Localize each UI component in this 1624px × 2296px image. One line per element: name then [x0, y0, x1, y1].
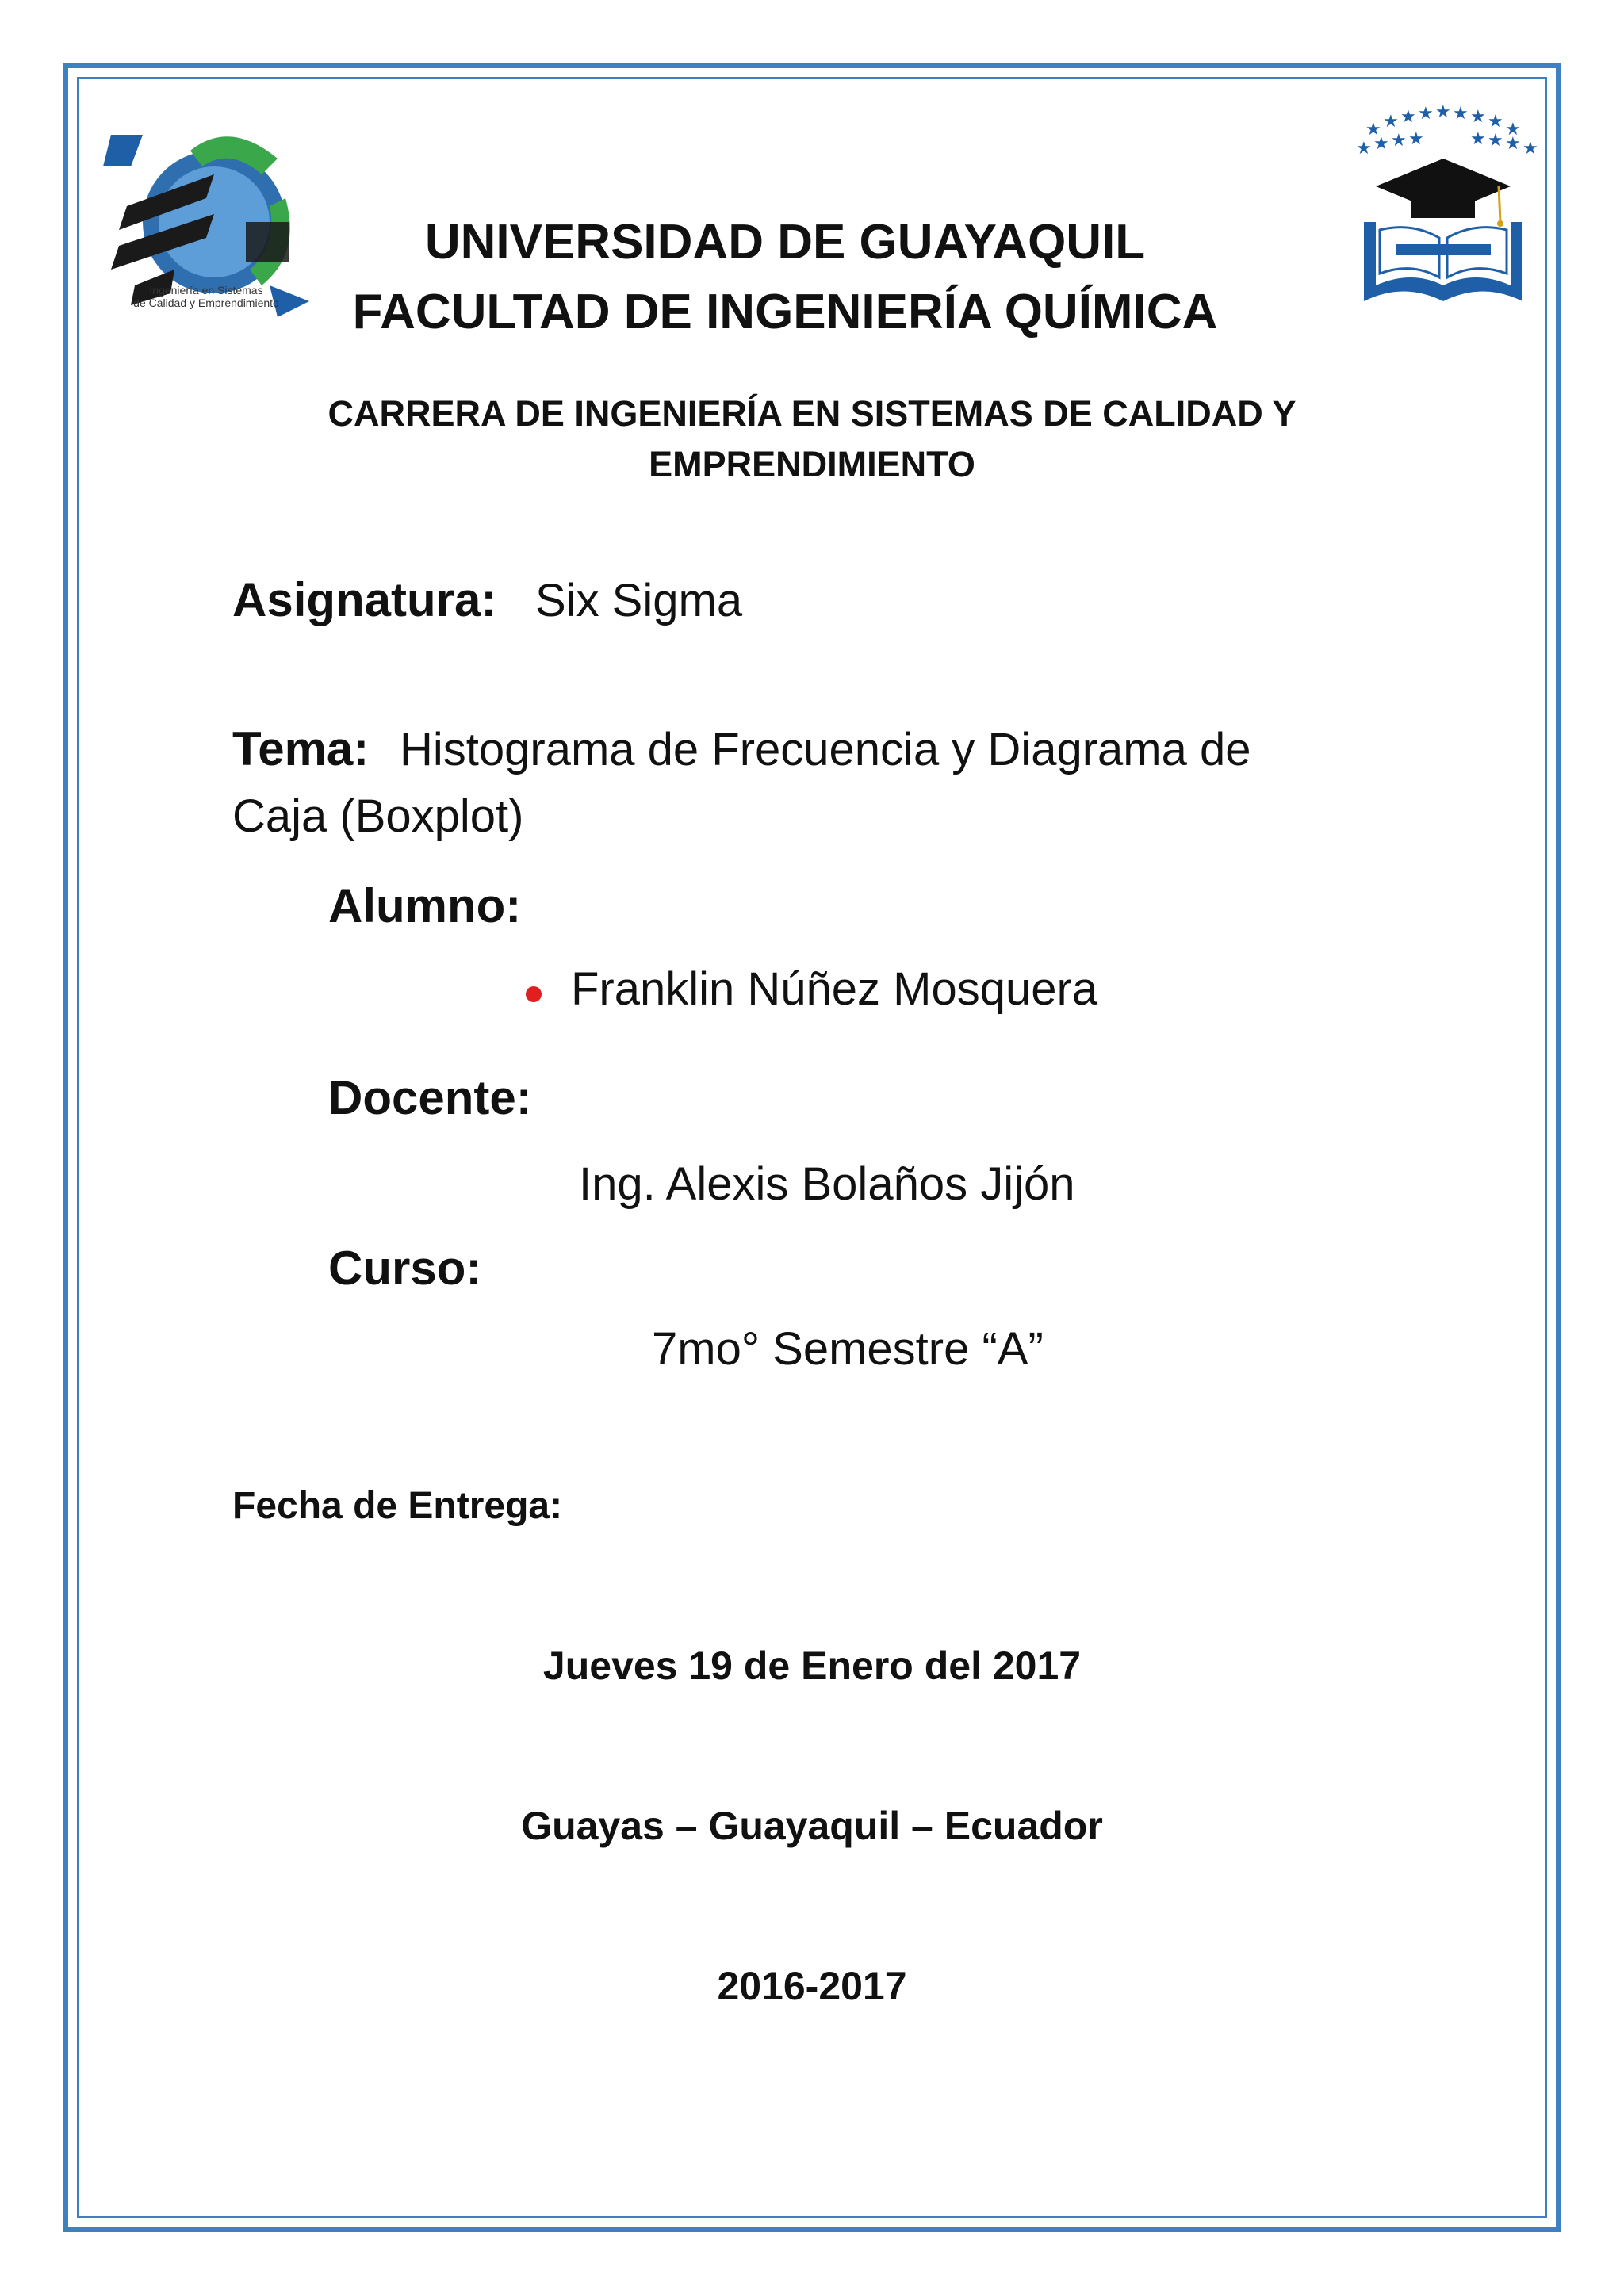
svg-text:★: ★: [1488, 131, 1503, 151]
svg-text:★: ★: [1383, 112, 1399, 132]
svg-text:★: ★: [1391, 131, 1407, 151]
teacher-name: Ing. Alexis Bolaños Jijón: [579, 1158, 1075, 1210]
teacher-label: Docente:: [328, 1071, 532, 1124]
faculty-logo-icon: [1348, 103, 1538, 333]
course-value: 7mo° Semestre “A”: [652, 1323, 1044, 1375]
svg-text:★: ★: [1408, 129, 1424, 149]
svg-text:★: ★: [1470, 107, 1486, 127]
svg-text:★: ★: [1453, 104, 1469, 124]
svg-text:★: ★: [1488, 112, 1503, 132]
topic-value-line1: Histograma de Frecuencia y Diagrama de: [400, 724, 1251, 775]
svg-text:★: ★: [1373, 134, 1389, 154]
delivery-date-label: Fecha de Entrega:: [232, 1485, 563, 1527]
subject-label: Asignatura:: [232, 573, 497, 626]
academic-period: 2016-2017: [717, 1964, 907, 2008]
bullet-icon: [526, 986, 542, 1002]
subject-value: Six Sigma: [535, 575, 743, 626]
career-logo-caption: Ingeniería en Sistemas de Calidad y Emprendimiento: [133, 284, 279, 309]
student-label: Alumno:: [328, 879, 522, 932]
faculty-title: FACULTAD DE INGENIERÍA QUÍMICA: [352, 285, 1218, 339]
svg-text:★: ★: [1522, 139, 1538, 159]
svg-text:★: ★: [1505, 120, 1521, 140]
topic-value-line2: Caja (Boxplot): [232, 790, 524, 842]
career-title-line2: EMPRENDIMIENTO: [649, 444, 975, 484]
topic-label: Tema:: [232, 722, 370, 775]
university-title: UNIVERSIDAD DE GUAYAQUIL: [424, 215, 1146, 270]
svg-text:★: ★: [1435, 103, 1451, 122]
svg-text:★: ★: [1400, 107, 1416, 127]
delivery-date: Jueves 19 de Enero del 2017: [542, 1644, 1082, 1688]
svg-text:★: ★: [1470, 129, 1486, 149]
course-label: Curso:: [328, 1242, 482, 1295]
career-title-line1: CARRERA DE INGENIERÍA EN SISTEMAS DE CALIDAD Y: [327, 393, 1297, 434]
svg-text:★: ★: [1356, 139, 1372, 159]
student-name: Franklin Núñez Mosquera: [571, 963, 1098, 1015]
svg-text:★: ★: [1505, 134, 1521, 154]
svg-text:★: ★: [1418, 104, 1434, 124]
svg-text:★: ★: [1365, 120, 1381, 140]
location: Guayas – Guayaquil – Ecuador: [521, 1804, 1103, 1848]
